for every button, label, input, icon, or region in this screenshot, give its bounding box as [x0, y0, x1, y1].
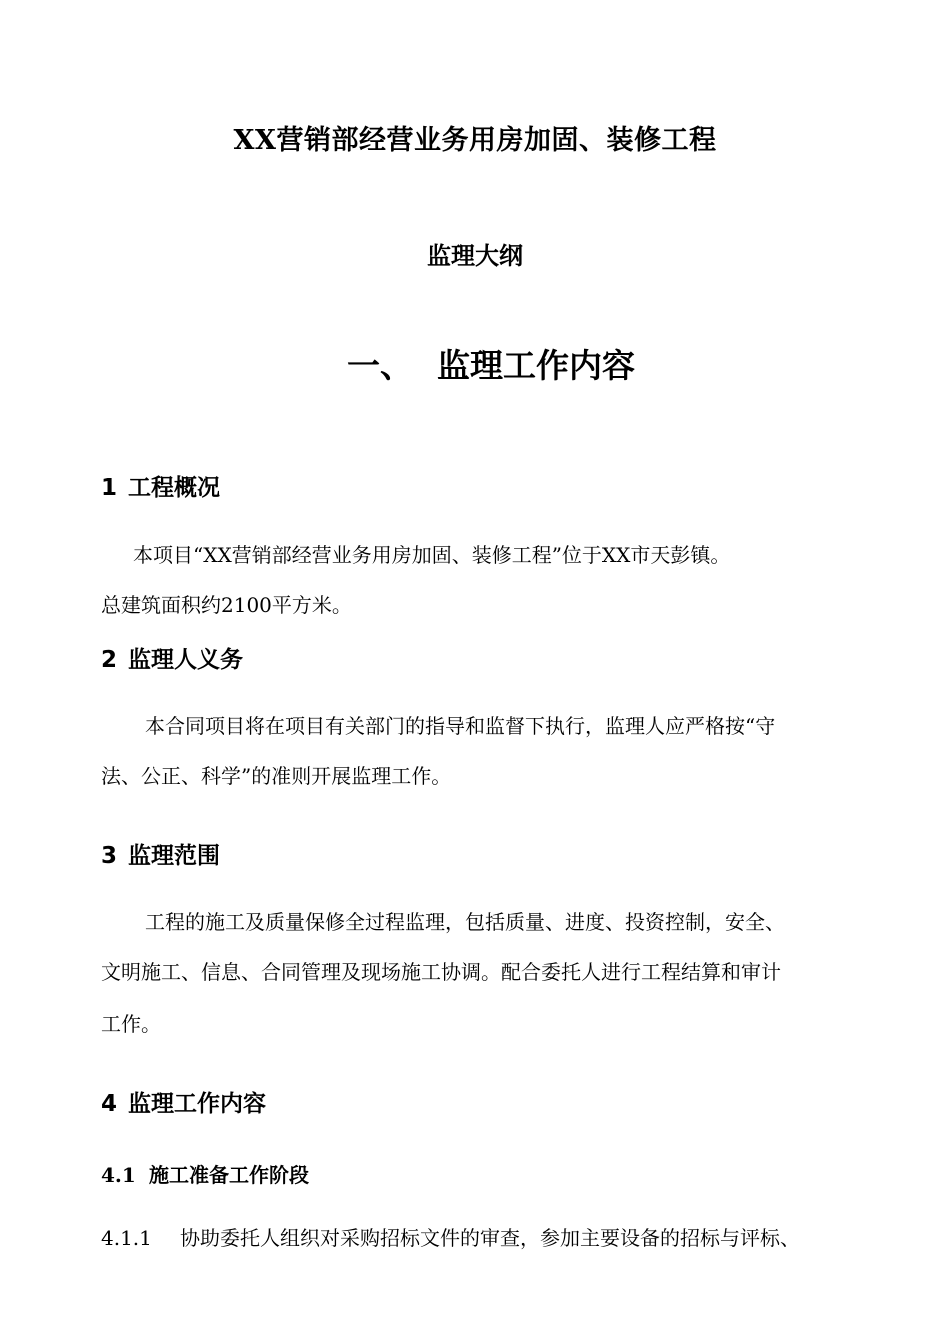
- section-heading-1: [101, 469, 220, 502]
- section-number: 4: [101, 1091, 118, 1117]
- item-text: 协助委托人组织对采购招标文件的审查，参加主要设备的招标与评标、: [180, 1226, 800, 1250]
- paragraph-line: 法、公正、科学”的准则开展监理工作。: [101, 764, 452, 788]
- paragraph-line: 总建筑面积约2100平方米。: [101, 593, 352, 617]
- paragraph-line: 本合同项目将在项目有关部门的指导和监督下执行，监理人应严格按“守: [145, 714, 776, 738]
- section-heading-3: [101, 837, 220, 870]
- section-number: 1: [101, 475, 118, 501]
- section-number: 3: [101, 843, 118, 869]
- chapter-number: 一、: [347, 346, 413, 385]
- document-title: XX营销部经营业务用房加固、装修工程: [233, 125, 717, 156]
- subsection-number: 4.1: [101, 1163, 136, 1187]
- numbered-item: [101, 1228, 800, 1248]
- paragraph-line: 工作。: [101, 1012, 161, 1036]
- subsection-title: 施工准备工作阶段: [149, 1163, 309, 1187]
- subsection-heading: [101, 1159, 309, 1188]
- section-title: 工程概况: [128, 475, 220, 501]
- document-subtitle: 监理大纲: [427, 241, 523, 270]
- section-title: 监理范围: [128, 843, 220, 869]
- item-number: 4.1.1: [101, 1226, 152, 1250]
- section-title: 监理人义务: [128, 647, 243, 673]
- paragraph-line: 文明施工、信息、合同管理及现场施工协调。配合委托人进行工程结算和审计: [101, 960, 781, 984]
- paragraph-line: 工程的施工及质量保修全过程监理，包括质量、进度、投资控制，安全、: [145, 910, 785, 934]
- chapter-title: 监理工作内容: [437, 346, 635, 385]
- section-number: 2: [101, 647, 118, 673]
- chapter-heading: [347, 340, 635, 387]
- section-heading-2: [101, 641, 243, 674]
- section-heading-4: [101, 1085, 266, 1118]
- paragraph-line: 本项目“XX营销部经营业务用房加固、装修工程”位于XX市天彭镇。: [133, 543, 731, 567]
- section-title: 监理工作内容: [128, 1091, 266, 1117]
